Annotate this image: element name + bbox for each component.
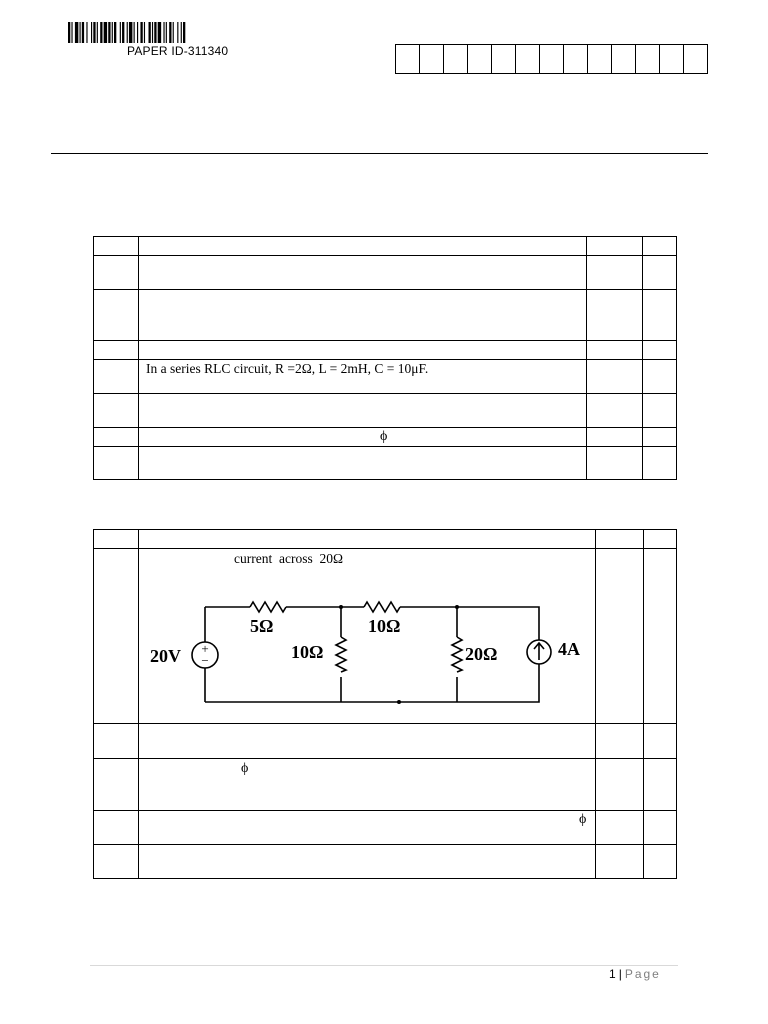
- paper-id: PAPER ID-311340: [127, 44, 229, 58]
- wire-top: [400, 607, 539, 643]
- question-table-1: [93, 236, 677, 480]
- barcode-bar: [163, 22, 164, 43]
- table-row: [94, 811, 677, 845]
- barcode-bar: [149, 22, 151, 43]
- node-dot: [397, 700, 401, 704]
- label-r-series-2: 10Ω: [368, 616, 401, 636]
- barcode-bar: [75, 22, 78, 43]
- roll-number-boxes: [395, 44, 708, 74]
- barcode-bar: [158, 22, 161, 43]
- roll-number-box: [516, 44, 540, 74]
- label-source-voltage: 20V: [150, 646, 181, 666]
- barcode-bar: [68, 22, 70, 43]
- barcode-bar: [93, 22, 95, 43]
- roll-number-box: [588, 44, 612, 74]
- label-current-source: 4A: [558, 639, 580, 659]
- barcode-bar: [181, 22, 182, 43]
- barcode-bar: [144, 22, 145, 43]
- roll-number-box: [492, 44, 516, 74]
- barcode-bar: [71, 22, 72, 43]
- table-row: [94, 530, 677, 549]
- barcode-bar: [183, 22, 185, 43]
- table-row: [94, 394, 677, 428]
- node-dot: [455, 605, 459, 609]
- source-minus: −: [201, 653, 209, 668]
- table-row: [94, 724, 677, 759]
- page-footer: [609, 967, 661, 981]
- resistor-10ohm-series: [364, 602, 400, 612]
- barcode-bar: [112, 22, 113, 43]
- barcode-bar: [97, 22, 98, 43]
- barcode-bar: [80, 22, 81, 43]
- table-row: [94, 341, 677, 360]
- roll-number-box: [420, 44, 444, 74]
- barcode-bar: [140, 22, 142, 43]
- wire-bottom: [205, 662, 539, 702]
- question-text-current: current across 20Ω: [234, 551, 343, 566]
- question-text-rlc: In a series RLC circuit, R =2Ω, L = 2mH, C = 10μF.: [146, 361, 429, 376]
- barcode-bar: [127, 22, 128, 43]
- page-number: 1: [609, 967, 616, 981]
- table-row: [94, 759, 677, 811]
- barcode-bar: [91, 22, 92, 43]
- roll-number-box: [612, 44, 636, 74]
- barcode-bar: [129, 22, 132, 43]
- label-r-shunt-2: 20Ω: [465, 644, 498, 664]
- roll-number-box: [564, 44, 588, 74]
- roll-number-box: [444, 44, 468, 74]
- barcode-bar: [137, 22, 138, 43]
- barcode-bar: [166, 22, 167, 43]
- barcode-bar: [173, 22, 174, 43]
- barcode-bar: [120, 22, 121, 43]
- footer-divider: [90, 965, 678, 966]
- barcode-bar: [108, 22, 110, 43]
- barcode-bar: [154, 22, 156, 43]
- circuit-diagram: [140, 580, 594, 715]
- node-dot: [339, 605, 343, 609]
- header-divider: [51, 153, 708, 154]
- table-row: [94, 256, 677, 290]
- phi-symbol: ϕ: [579, 812, 587, 827]
- label-r-series-1: 5Ω: [250, 616, 274, 636]
- roll-number-box: [396, 44, 420, 74]
- resistor-20ohm: [452, 637, 462, 672]
- table-row: [94, 237, 677, 256]
- barcode-bar: [86, 22, 87, 43]
- page-label: Page: [624, 967, 661, 981]
- table-row: [94, 360, 677, 394]
- barcode-bar: [152, 22, 153, 43]
- barcode-bar: [82, 22, 84, 43]
- roll-number-box: [468, 44, 492, 74]
- resistor-10ohm-shunt: [336, 637, 346, 672]
- roll-number-box: [540, 44, 564, 74]
- table-row: [94, 447, 677, 480]
- table-row: [94, 428, 677, 447]
- barcode-bar: [114, 22, 116, 43]
- barcode-bar: [169, 22, 171, 43]
- roll-number-box: [636, 44, 660, 74]
- page-separator: |: [618, 967, 622, 981]
- table-row: [94, 290, 677, 341]
- label-r-shunt-1: 10Ω: [291, 642, 324, 662]
- barcode-bar: [177, 22, 178, 43]
- table-row: [94, 845, 677, 879]
- phi-symbol: ϕ: [380, 429, 388, 444]
- barcode: [68, 22, 294, 43]
- source-plus: +: [201, 641, 209, 656]
- resistor-5ohm: [250, 602, 286, 612]
- barcode-bar: [104, 22, 107, 43]
- roll-number-box: [660, 44, 684, 74]
- barcode-bar: [134, 22, 135, 43]
- barcode-bar: [100, 22, 102, 43]
- roll-number-box: [684, 44, 708, 74]
- phi-symbol: ϕ: [241, 761, 249, 776]
- barcode-bar: [122, 22, 124, 43]
